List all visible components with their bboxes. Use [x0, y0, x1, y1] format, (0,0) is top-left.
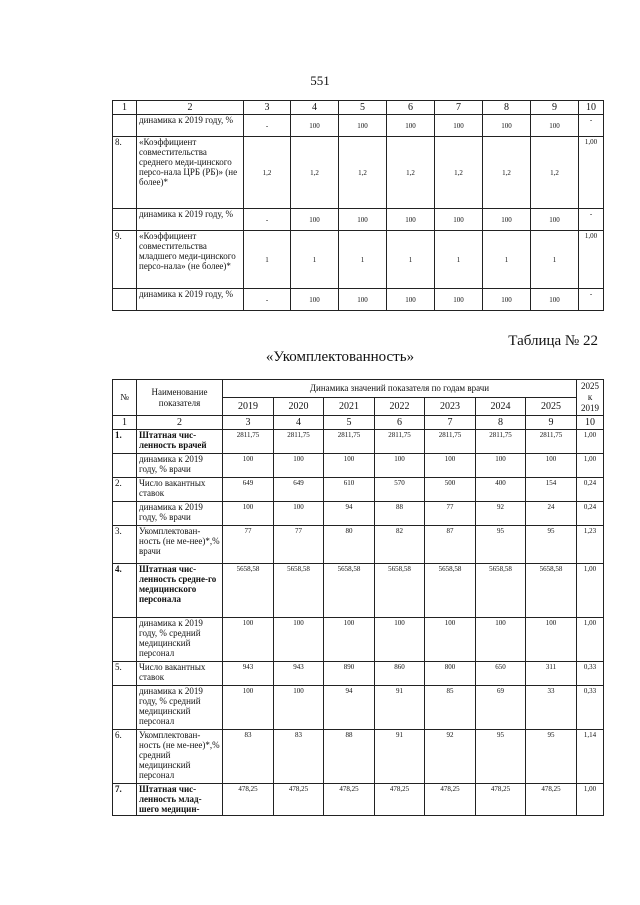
value-cell: 77 [425, 502, 476, 526]
row-number [113, 686, 137, 730]
table-row [113, 502, 604, 526]
table-row [113, 115, 604, 137]
row-number [113, 618, 137, 662]
row-label: Число вакантных ставок [137, 478, 223, 502]
value-cell: 478,25 [476, 784, 526, 816]
row-label: динамика к 2019 году, % средний медицинский персонал [137, 686, 223, 730]
total-cell: 1,00 [577, 430, 604, 454]
table-row [113, 526, 604, 564]
value-cell: 650 [476, 662, 526, 686]
total-cell: 0,24 [577, 502, 604, 526]
value-cell: 100 [339, 209, 387, 231]
value-cell: - [244, 209, 291, 231]
row-label: динамика к 2019 году, % врачи [137, 502, 223, 526]
value-cell: 95 [476, 730, 526, 784]
year-header: 2024 [476, 398, 526, 416]
column-index: 6 [375, 416, 425, 430]
table-title: «Укомплектованность» [265, 349, 415, 365]
value-cell: 5658,58 [274, 564, 324, 618]
value-cell: 100 [425, 454, 476, 478]
value-cell: 1 [531, 231, 579, 289]
value-cell: 1 [387, 231, 435, 289]
value-cell: 570 [375, 478, 425, 502]
row-label: Число вакантных ставок [137, 662, 223, 686]
column-index: 2 [137, 416, 223, 430]
column-index: 10 [577, 416, 604, 430]
value-cell: 100 [375, 454, 425, 478]
value-cell: 100 [274, 686, 324, 730]
column-index: 9 [531, 101, 579, 115]
staffing-table [112, 379, 604, 816]
column-index: 6 [387, 101, 435, 115]
value-cell: 95 [526, 730, 577, 784]
value-cell: 100 [476, 618, 526, 662]
table-row [113, 730, 604, 784]
table-row [113, 478, 604, 502]
value-cell: 1 [435, 231, 483, 289]
value-cell: 2811,75 [324, 430, 375, 454]
column-index: 1 [113, 101, 137, 115]
row-number [113, 289, 137, 311]
value-cell: 100 [435, 115, 483, 137]
value-cell: 1 [244, 231, 291, 289]
value-cell: 100 [223, 454, 274, 478]
table-row [113, 784, 604, 816]
row-label: Укомплектован-ность (не ме-нее)*,% врачи [137, 526, 223, 564]
value-cell: 100 [531, 289, 579, 311]
value-cell: 100 [223, 686, 274, 730]
value-cell: 77 [223, 526, 274, 564]
total-cell: 1,00 [577, 454, 604, 478]
total-cell: 1,00 [577, 618, 604, 662]
header-no: № [113, 380, 137, 416]
value-cell: 100 [223, 502, 274, 526]
row-label: динамика к 2019 году, % [137, 115, 244, 137]
row-label: Штатная чис-ленность врачей [137, 430, 223, 454]
row-label: «Коэффициент совместительства младшего меди-цинского персо-нала» (не более)* [137, 231, 244, 289]
year-header: 2021 [324, 398, 375, 416]
value-cell: 154 [526, 478, 577, 502]
total-cell: 1,00 [579, 231, 604, 289]
value-cell: 478,25 [526, 784, 577, 816]
value-cell: - [244, 115, 291, 137]
value-cell: 649 [274, 478, 324, 502]
value-cell: 87 [425, 526, 476, 564]
total-cell: 1,00 [577, 784, 604, 816]
value-cell: 610 [324, 478, 375, 502]
table-continuation [112, 100, 604, 311]
value-cell: 5658,58 [476, 564, 526, 618]
value-cell: 1 [291, 231, 339, 289]
total-cell: 0,24 [577, 478, 604, 502]
value-cell: 100 [274, 618, 324, 662]
value-cell: 100 [425, 618, 476, 662]
column-index: 7 [425, 416, 476, 430]
value-cell: 2811,75 [425, 430, 476, 454]
value-cell: 943 [223, 662, 274, 686]
row-number [113, 115, 137, 137]
value-cell: 1 [339, 231, 387, 289]
value-cell: 5658,58 [526, 564, 577, 618]
total-cell: 0,33 [577, 662, 604, 686]
value-cell: 1 [483, 231, 531, 289]
row-number [113, 502, 137, 526]
value-cell: 83 [223, 730, 274, 784]
value-cell: 478,25 [375, 784, 425, 816]
value-cell: 100 [435, 289, 483, 311]
row-number: 1. [113, 430, 137, 454]
value-cell: 478,25 [324, 784, 375, 816]
value-cell: 943 [274, 662, 324, 686]
column-index: 5 [324, 416, 375, 430]
value-cell: 500 [425, 478, 476, 502]
value-cell: 91 [375, 686, 425, 730]
value-cell: 100 [387, 209, 435, 231]
year-header: 2023 [425, 398, 476, 416]
row-number [113, 209, 137, 231]
value-cell: 478,25 [425, 784, 476, 816]
row-number: 4. [113, 564, 137, 618]
column-index: 1 [113, 416, 137, 430]
row-number: 7. [113, 784, 137, 816]
row-number: 5. [113, 662, 137, 686]
value-cell: 100 [223, 618, 274, 662]
value-cell: 95 [476, 526, 526, 564]
table-row [113, 430, 604, 454]
value-cell: 2811,75 [526, 430, 577, 454]
column-index: 2 [137, 101, 244, 115]
value-cell: 83 [274, 730, 324, 784]
row-number: 8. [113, 137, 137, 209]
value-cell: 5658,58 [324, 564, 375, 618]
value-cell: 5658,58 [223, 564, 274, 618]
table-row [113, 618, 604, 662]
year-header: 2020 [274, 398, 324, 416]
value-cell: 80 [324, 526, 375, 564]
table-header-row [113, 101, 604, 115]
value-cell: 311 [526, 662, 577, 686]
value-cell: 1,2 [387, 137, 435, 209]
value-cell: 100 [274, 454, 324, 478]
value-cell: 100 [526, 454, 577, 478]
value-cell: - [244, 289, 291, 311]
value-cell: 890 [324, 662, 375, 686]
value-cell: 1,2 [244, 137, 291, 209]
row-label: динамика к 2019 году, % [137, 209, 244, 231]
row-label: Штатная чис-ленность средне-го медицинского персонала [137, 564, 223, 618]
column-index: 10 [579, 101, 604, 115]
row-label: динамика к 2019 году, % [137, 289, 244, 311]
value-cell: 100 [476, 454, 526, 478]
table-row [113, 209, 604, 231]
header-ratio: 2025 к 2019 [577, 380, 604, 416]
value-cell: 100 [274, 502, 324, 526]
row-number: 2. [113, 478, 137, 502]
value-cell: 100 [483, 209, 531, 231]
row-number: 3. [113, 526, 137, 564]
total-cell: 0,33 [577, 686, 604, 730]
value-cell: 100 [387, 289, 435, 311]
row-label: «Коэффициент совместительства среднего меди-цинского персо-нала ЦРБ (РБ)» (не более)* [137, 137, 244, 209]
column-index: 4 [274, 416, 324, 430]
value-cell: 100 [387, 115, 435, 137]
value-cell: 100 [375, 618, 425, 662]
total-cell: 1,23 [577, 526, 604, 564]
table-row [113, 231, 604, 289]
value-cell: 94 [324, 502, 375, 526]
value-cell: 82 [375, 526, 425, 564]
column-index: 8 [476, 416, 526, 430]
value-cell: 33 [526, 686, 577, 730]
header-name: Наименование показателя [137, 380, 223, 416]
value-cell: 1,2 [483, 137, 531, 209]
table-row [113, 564, 604, 618]
row-number [113, 454, 137, 478]
column-index: 3 [223, 416, 274, 430]
column-index: 3 [244, 101, 291, 115]
value-cell: 5658,58 [425, 564, 476, 618]
value-cell: 92 [476, 502, 526, 526]
value-cell: 88 [375, 502, 425, 526]
total-cell: 1,00 [577, 564, 604, 618]
value-cell: 100 [483, 115, 531, 137]
table-row [113, 137, 604, 209]
value-cell: 1,2 [435, 137, 483, 209]
table-row [113, 289, 604, 311]
table-number: Таблица № 22 [508, 333, 598, 349]
value-cell: 5658,58 [375, 564, 425, 618]
column-index: 4 [291, 101, 339, 115]
row-number: 6. [113, 730, 137, 784]
header-dynamics: Динамика значений показателя по годам врачи [223, 380, 577, 398]
value-cell: 2811,75 [375, 430, 425, 454]
total-cell: 1,14 [577, 730, 604, 784]
value-cell: 88 [324, 730, 375, 784]
row-label: динамика к 2019 году, % средний медицинский персонал [137, 618, 223, 662]
total-cell: - [579, 115, 604, 137]
value-cell: 100 [339, 115, 387, 137]
row-label: динамика к 2019 году, % врачи [137, 454, 223, 478]
value-cell: 1,2 [339, 137, 387, 209]
value-cell: 100 [483, 289, 531, 311]
total-cell: - [579, 209, 604, 231]
value-cell: 100 [291, 209, 339, 231]
row-number: 9. [113, 231, 137, 289]
value-cell: 100 [291, 115, 339, 137]
value-cell: 100 [291, 289, 339, 311]
value-cell: 92 [425, 730, 476, 784]
value-cell: 100 [531, 209, 579, 231]
value-cell: 24 [526, 502, 577, 526]
value-cell: 85 [425, 686, 476, 730]
table-row [113, 454, 604, 478]
value-cell: 100 [324, 454, 375, 478]
value-cell: 478,25 [223, 784, 274, 816]
table-row [113, 686, 604, 730]
page-number: 551 [310, 73, 330, 88]
value-cell: 94 [324, 686, 375, 730]
value-cell: 91 [375, 730, 425, 784]
value-cell: 100 [339, 289, 387, 311]
year-header: 2019 [223, 398, 274, 416]
value-cell: 1,2 [531, 137, 579, 209]
column-index: 8 [483, 101, 531, 115]
value-cell: 100 [531, 115, 579, 137]
year-header: 2022 [375, 398, 425, 416]
value-cell: 800 [425, 662, 476, 686]
value-cell: 95 [526, 526, 577, 564]
column-index: 7 [435, 101, 483, 115]
value-cell: 478,25 [274, 784, 324, 816]
value-cell: 2811,75 [274, 430, 324, 454]
value-cell: 649 [223, 478, 274, 502]
value-cell: 860 [375, 662, 425, 686]
value-cell: 100 [435, 209, 483, 231]
column-index: 5 [339, 101, 387, 115]
row-label: Штатная чис-ленность млад-шего медицин- [137, 784, 223, 816]
value-cell: 1,2 [291, 137, 339, 209]
value-cell: 400 [476, 478, 526, 502]
value-cell: 77 [274, 526, 324, 564]
total-cell: 1,00 [579, 137, 604, 209]
value-cell: 2811,75 [223, 430, 274, 454]
value-cell: 69 [476, 686, 526, 730]
value-cell: 100 [526, 618, 577, 662]
year-header: 2025 [526, 398, 577, 416]
value-cell: 100 [324, 618, 375, 662]
column-index: 9 [526, 416, 577, 430]
total-cell: - [579, 289, 604, 311]
table-row [113, 662, 604, 686]
index-row [113, 416, 604, 430]
row-label: Укомплектован-ность (не ме-нее)*,% средний медицинский персонал [137, 730, 223, 784]
value-cell: 2811,75 [476, 430, 526, 454]
